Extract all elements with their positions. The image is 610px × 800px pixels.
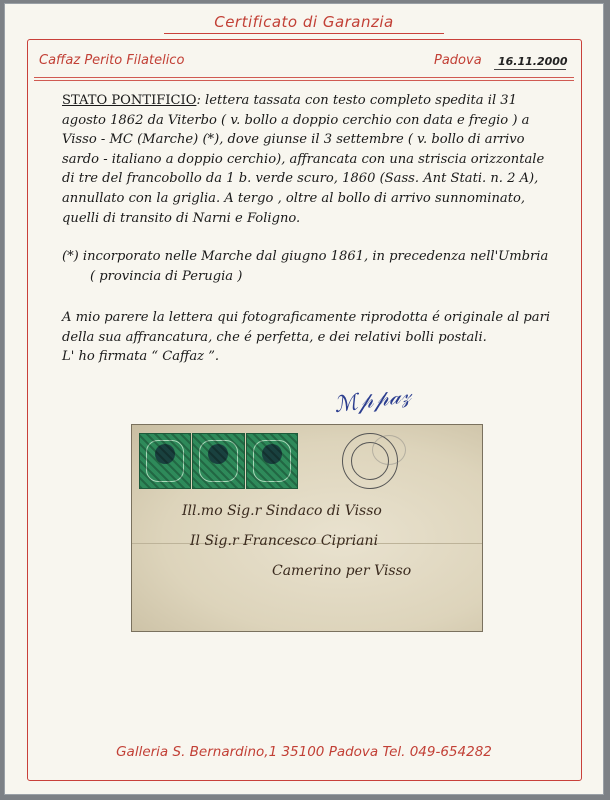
handwritten-address-line: Il Sig.r Francesco Cipriani: [190, 533, 379, 549]
footer-address: Galleria S. Bernardino,1 35100 Padova Tel. 049-654282: [116, 744, 492, 760]
description-line: Visso - MC (Marche) (*), dove giunse il 3 settembre ( v. bollo di arrivo: [62, 132, 525, 148]
expert-signature: ℳ𝓅𝓅𝒶𝓏: [332, 382, 413, 419]
certificate-sheet: [4, 3, 604, 795]
opinion-line: A mio parere la lettera qui fotograficamente riprodotta é originale al pari: [62, 310, 551, 325]
description-line: annullato con la griglia. A tergo , oltre al bollo di arrivo sunnominato,: [62, 190, 525, 206]
stamp: [192, 433, 244, 489]
stamp: [139, 433, 191, 489]
grid-cancel: [140, 434, 190, 488]
header-divider-double: [34, 80, 574, 81]
title-underline: [164, 33, 444, 34]
description-line: : lettera tassata con testo completo spedita il 31: [196, 93, 517, 108]
cover-photo: [131, 424, 483, 632]
date-underline: [494, 69, 566, 70]
description-heading: STATO PONTIFICIO: [62, 93, 197, 108]
footnote-block: [62, 247, 572, 286]
footnote-line: ( provincia di Perugia ): [90, 268, 243, 284]
handwritten-address-line: Ill.mo Sig.r Sindaco di Visso: [182, 503, 382, 519]
opinion-line: della sua affrancatura, che é perfetta, e dei relativi bolli postali.: [62, 329, 487, 345]
description-block: [62, 91, 572, 228]
handwritten-address-line: Camerino per Visso: [272, 563, 412, 579]
opinion-line: L' ho firmata “ Caffaz ”.: [62, 349, 220, 365]
grid-cancel: [193, 434, 243, 488]
description-line: agosto 1862 da Viterbo ( v. bollo a doppio cerchio con data e fregio ) a: [62, 112, 530, 128]
opinion-block: [62, 308, 572, 367]
certificate-date: 16.11.2000: [498, 55, 568, 68]
city: Padova: [434, 53, 482, 68]
grid-cancel: [247, 434, 297, 488]
stamp: [246, 433, 298, 489]
header-divider: [34, 77, 574, 78]
expert-name: Caffaz Perito Filatelico: [39, 53, 185, 68]
certificate-title: Certificato di Garanzia: [214, 13, 394, 31]
description-line: sardo - italiano a doppio cerchio), affrancata con una striscia orizzontale: [62, 151, 545, 167]
stamp-strip: [139, 433, 299, 489]
footnote-line: (*) incorporato nelle Marche dal giugno 1861, in precedenza nell'Umbria: [62, 249, 549, 264]
arrival-postmark: [372, 435, 406, 465]
description-line: di tre del francobollo da 1 b. verde scuro, 1860 (Sass. Ant Stati. n. 2 A),: [62, 171, 539, 187]
description-line: quelli di transito di Narni e Foligno.: [62, 210, 301, 226]
